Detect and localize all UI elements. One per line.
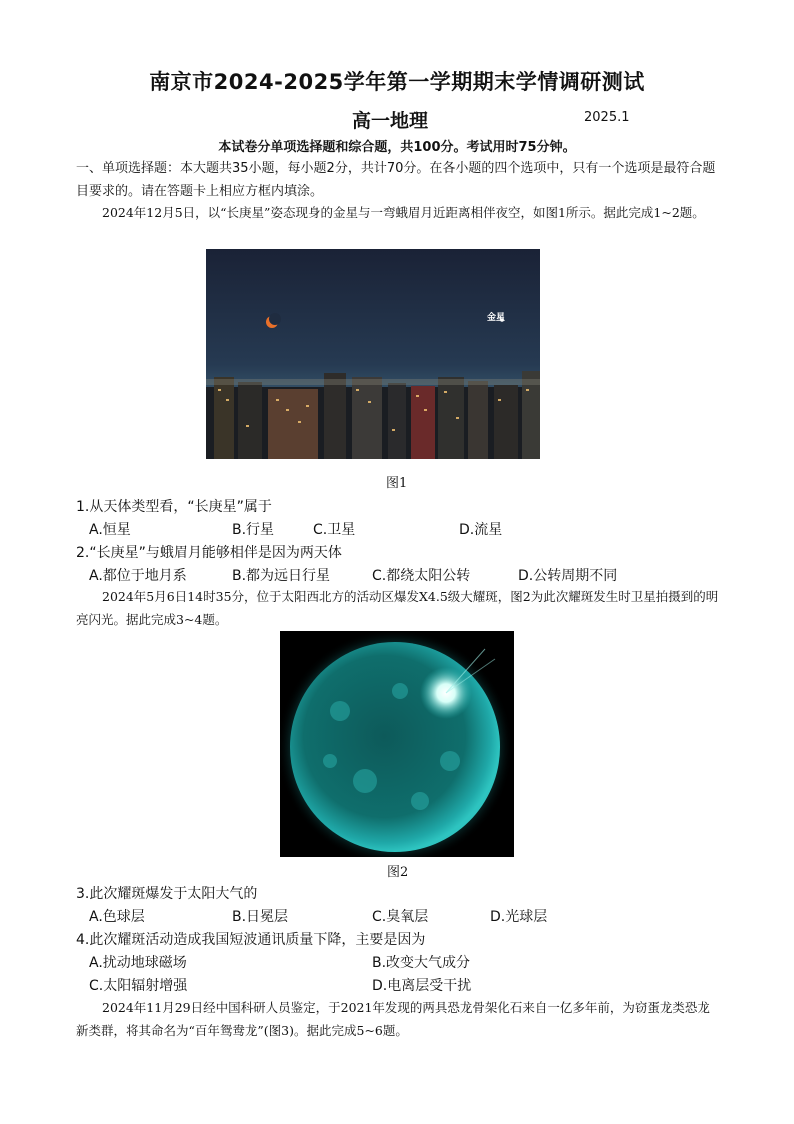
q1-option-c: C.卫星 bbox=[313, 522, 356, 538]
q2-option-d: D.公转周期不同 bbox=[518, 568, 618, 584]
page-title: 南京市2024-2025学年第一学期期末学情调研测试 bbox=[149, 70, 645, 94]
figure1-caption: 图1 bbox=[386, 476, 408, 491]
city-skyline bbox=[206, 371, 540, 459]
sun-disk bbox=[290, 642, 500, 852]
q4-option-c: C.太阳辐射增强 bbox=[89, 978, 188, 994]
question-4-stem: 4.此次耀斑活动造成我国短波通讯质量下降，主要是因为 bbox=[76, 932, 426, 948]
question-1-stem: 1.从天体类型看，“长庚星”属于 bbox=[76, 499, 272, 515]
q3-option-b: B.日冕层 bbox=[232, 909, 289, 925]
q4-option-a: A.扰动地球磁场 bbox=[89, 955, 187, 971]
question-3-stem: 3.此次耀斑爆发于太阳大气的 bbox=[76, 886, 258, 902]
venus-label: 金星 bbox=[487, 313, 506, 323]
subject-title: 高一地理 bbox=[352, 110, 429, 132]
q3-option-a: A.色球层 bbox=[89, 909, 145, 925]
figure1-night-sky-image bbox=[206, 249, 540, 459]
exam-note: 本试卷分单项选择题和综合题，共100分。考试用时75分钟。 bbox=[218, 140, 576, 155]
q2-option-a: A.都位于地月系 bbox=[89, 568, 187, 584]
q4-option-b: B.改变大气成分 bbox=[372, 955, 471, 971]
exam-date: 2025.1 bbox=[584, 110, 630, 125]
q2-option-b: B.都为远日行星 bbox=[232, 568, 331, 584]
figure2-solar-flare-image bbox=[280, 631, 514, 857]
q4-option-d: D.电离层受干扰 bbox=[372, 978, 472, 994]
q3-option-c: C.臭氧层 bbox=[372, 909, 429, 925]
section1-instructions: 一、单项选择题：本大题共35小题，每小题2分，共计70分。在各小题的四个选项中，只有一个选项是最符合题目要求的。请在答题卡上相应方框内填涂。 bbox=[76, 161, 716, 199]
q2-option-c: C.都绕太阳公转 bbox=[372, 568, 471, 584]
q3-option-d: D.光球层 bbox=[490, 909, 548, 925]
passage-2: 2024年5月6日14时35分，位于太阳西北方的活动区爆发X4.5级大耀斑，图2为此次耀斑发生时卫星拍摄到的明亮闪光。据此完成3~4题。 bbox=[76, 589, 719, 627]
q1-option-b: B.行星 bbox=[232, 522, 275, 538]
passage-3: 2024年11月29日经中国科研人员鉴定，于2021年发现的两具恐龙骨架化石来自一亿多年前，为窃蛋龙类恐龙新类群，将其命名为“百年鸳鸯龙”(图3)。据此完成5~6题。 bbox=[76, 1000, 710, 1038]
question-2-stem: 2.“长庚星”与蛾眉月能够相伴是因为两天体 bbox=[76, 545, 342, 561]
q1-option-d: D.流星 bbox=[459, 522, 503, 538]
passage-1: 2024年12月5日，以“长庚星”姿态现身的金星与一弯蛾眉月近距离相伴夜空，如图1所示。据此完成1~2题。 bbox=[102, 205, 705, 220]
figure2-caption: 图2 bbox=[387, 865, 409, 880]
q1-option-a: A.恒星 bbox=[89, 522, 131, 538]
